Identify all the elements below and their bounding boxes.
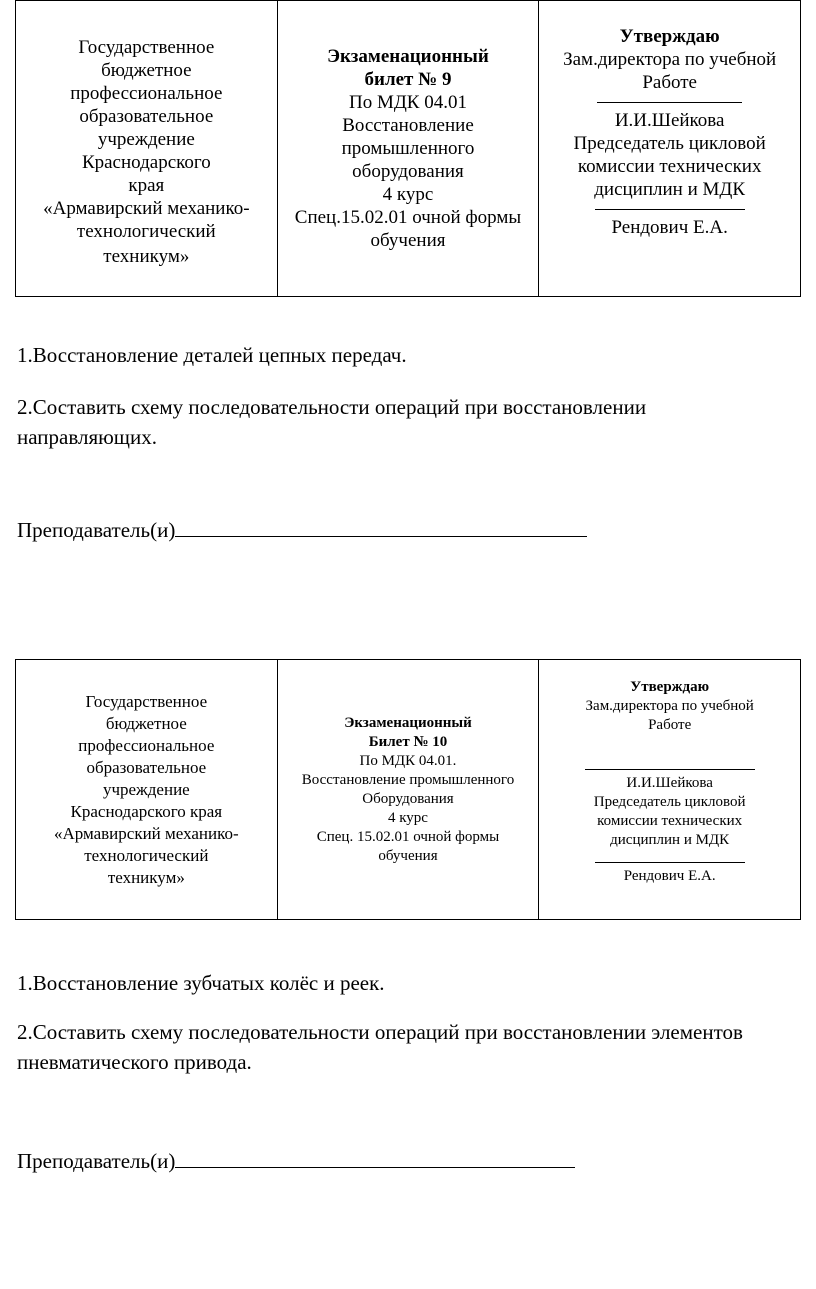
approval-cell bbox=[539, 660, 801, 920]
ticket-header-table-1 bbox=[15, 0, 801, 297]
exam-line: Спец. 15.02.01 очной формы bbox=[316, 828, 500, 845]
exam-title: Экзаменационный bbox=[344, 714, 472, 731]
institution-line: образовательное bbox=[79, 105, 214, 127]
question-2: 2.Составить схему последовательности операций при восстановлении направляющих. bbox=[17, 395, 647, 449]
institution-line: образовательное bbox=[86, 757, 207, 777]
exam-line: оборудования bbox=[352, 161, 464, 182]
institution-line: учреждение bbox=[97, 128, 195, 150]
institution-line: края bbox=[128, 174, 165, 196]
signatory-name: Рендович Е.А. bbox=[623, 868, 716, 884]
signature-line bbox=[597, 98, 742, 103]
institution-line: «Армавирский механико- bbox=[53, 823, 239, 843]
approval-line: Зам.директора по учебной bbox=[563, 49, 777, 70]
approval-line: Зам.директора по учебной bbox=[585, 698, 754, 714]
exam-title: Экзаменационный bbox=[327, 46, 489, 67]
teacher-signature-blank bbox=[175, 1145, 575, 1168]
exam-line: По МДК 04.01 bbox=[348, 92, 467, 113]
approval-heading: Утверждаю bbox=[619, 26, 720, 47]
signatory-name: И.И.Шейкова bbox=[614, 110, 725, 131]
institution-line: Государственное bbox=[78, 36, 215, 58]
institution-line: техникум» bbox=[107, 867, 185, 887]
exam-line: 4 курс bbox=[382, 184, 434, 205]
institution-line: техникум» bbox=[103, 245, 190, 267]
institution-line: бюджетное bbox=[105, 713, 187, 733]
signatory-name: И.И.Шейкова bbox=[626, 775, 713, 791]
teacher-signature-row bbox=[17, 514, 587, 544]
exam-line: Спец.15.02.01 очной формы bbox=[294, 207, 522, 228]
institution-line: Краснодарского bbox=[81, 151, 211, 173]
question-1: 1.Восстановление зубчатых колёс и реек. bbox=[17, 971, 385, 995]
approval-line: Председатель цикловой bbox=[573, 133, 766, 154]
exam-ticket-cell bbox=[277, 1, 539, 297]
approval-line: Работе bbox=[642, 72, 697, 93]
signature-line bbox=[595, 858, 745, 863]
question-1: 1.Восстановление деталей цепных передач. bbox=[17, 343, 407, 367]
approval-line: Работе bbox=[648, 717, 692, 733]
exam-line: промышленного bbox=[341, 138, 475, 159]
teacher-signature-row bbox=[17, 1145, 575, 1175]
teacher-signature-blank bbox=[175, 514, 587, 537]
signatory-name: Рендович Е.А. bbox=[611, 217, 728, 238]
institution-line: профессиональное bbox=[70, 82, 223, 104]
exam-line: Восстановление промышленного bbox=[301, 771, 515, 788]
institution-line: профессиональное bbox=[78, 735, 215, 755]
institution-cell bbox=[16, 1, 278, 297]
institution-line: учреждение bbox=[102, 779, 190, 799]
institution-line: Государственное bbox=[85, 691, 208, 711]
ticket-header-table-2 bbox=[15, 659, 801, 920]
institution-line: технологический bbox=[84, 845, 209, 865]
exam-line: Восстановление bbox=[342, 115, 474, 136]
exam-line: обучения bbox=[378, 847, 438, 864]
exam-ticket-cell bbox=[277, 660, 539, 920]
institution-line: «Армавирский механико- bbox=[43, 197, 250, 219]
approval-line: дисциплин и МДК bbox=[610, 832, 730, 848]
exam-line: обучения bbox=[370, 230, 446, 251]
signature-line bbox=[585, 765, 755, 770]
ticket-number: Билет № 10 bbox=[368, 733, 448, 750]
question-2: 2.Составить схему последовательности операций при восстановлении элементов пневматического привода. bbox=[17, 1020, 743, 1074]
exam-line: По МДК 04.01. bbox=[359, 752, 457, 769]
approval-line: комиссии технических bbox=[597, 813, 743, 829]
institution-cell bbox=[16, 660, 278, 920]
approval-line: Председатель цикловой bbox=[593, 794, 746, 810]
approval-cell bbox=[539, 1, 801, 297]
signature-line bbox=[595, 205, 745, 210]
ticket-number: билет № 9 bbox=[364, 69, 452, 90]
exam-line: Оборудования bbox=[362, 790, 454, 807]
approval-heading: Утверждаю bbox=[630, 679, 710, 695]
exam-line: 4 курс bbox=[387, 809, 428, 826]
teacher-label: Преподаватель(и) bbox=[17, 518, 176, 542]
approval-line: дисциплин и МДК bbox=[594, 179, 746, 200]
institution-line: бюджетное bbox=[101, 59, 192, 81]
institution-line: Краснодарского края bbox=[70, 801, 223, 821]
teacher-label: Преподаватель(и) bbox=[17, 1149, 176, 1173]
approval-line: комиссии технических bbox=[577, 156, 762, 177]
institution-line: технологический bbox=[76, 220, 216, 242]
